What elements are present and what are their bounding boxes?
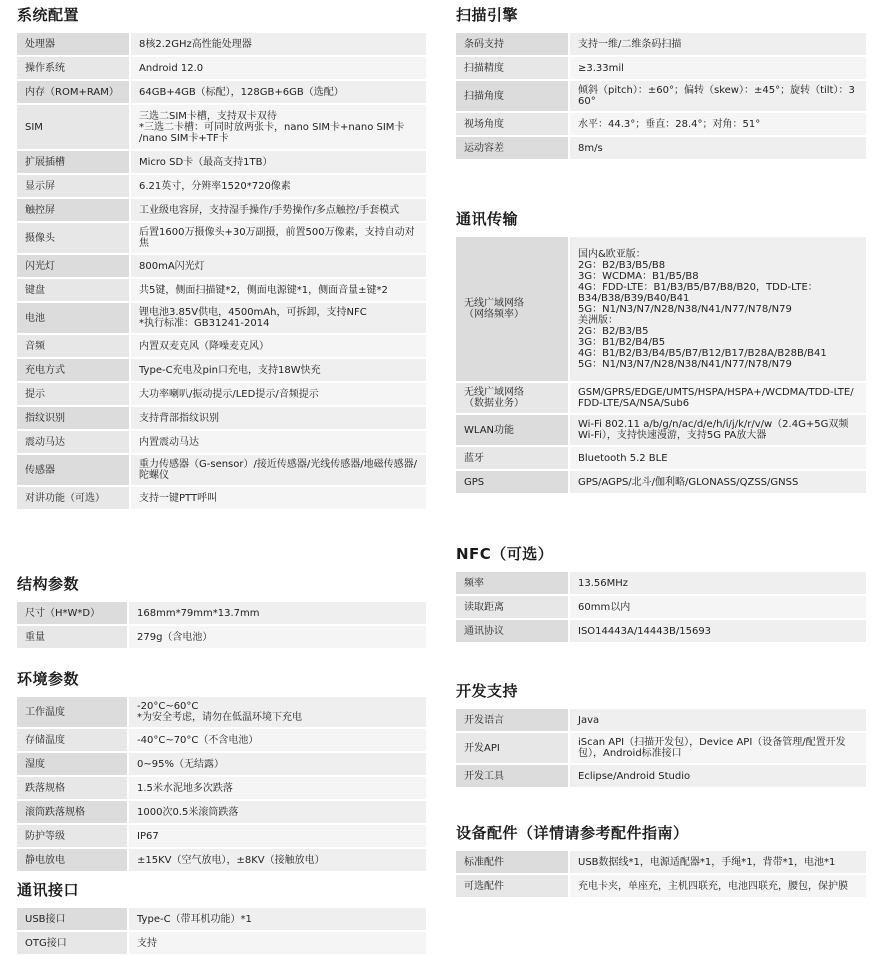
spec-value: IP67: [129, 825, 426, 847]
section-title: 结构参数: [17, 575, 80, 593]
spec-row: [456, 447, 866, 469]
spec-value: 800mA闪光灯: [131, 255, 426, 277]
section-title: 系统配置: [17, 6, 80, 24]
spec-value: 168mm*79mm*13.7mm: [129, 602, 426, 624]
spec-value: USB数据线*1，电源适配器*1，手绳*1，背带*1，电池*1: [570, 851, 866, 873]
spec-key: 读取距离: [456, 596, 570, 618]
spec-value: 64GB+4GB（标配），128GB+6GB（选配）: [131, 81, 426, 103]
section-title: 开发支持: [456, 682, 519, 700]
spec-row: [17, 729, 426, 751]
section-title: 扫描引擎: [456, 6, 519, 24]
spec-row: [17, 223, 426, 253]
section-title: NFC（可选）: [456, 545, 554, 563]
spec-row: [17, 697, 426, 727]
spec-row: [17, 431, 426, 453]
spec-row: [456, 471, 866, 493]
spec-row: [456, 765, 866, 787]
spec-table: [456, 235, 866, 495]
spec-key: 可选配件: [456, 875, 570, 897]
section-accessories: [456, 823, 866, 899]
spec-key: 处理器: [17, 33, 131, 55]
spec-key: 滚筒跌落规格: [17, 801, 129, 823]
spec-row: [17, 383, 426, 405]
spec-row: [456, 237, 866, 381]
spec-key: 开发语言: [456, 709, 570, 731]
spec-table: [456, 849, 866, 899]
spec-key: 存储温度: [17, 729, 129, 751]
spec-table: [456, 31, 866, 161]
spec-value: GPS/AGPS/北斗/伽利略/GLONASS/QZSS/GNSS: [570, 471, 866, 493]
spec-value: 支持: [129, 932, 426, 954]
spec-value: 13.56MHz: [570, 572, 866, 594]
spec-key: 视场角度: [456, 113, 570, 135]
spec-row: [456, 875, 866, 897]
spec-key: 跌落规格: [17, 777, 129, 799]
spec-value: -20°C~60°C *为安全考虑，请勿在低温环境下充电: [129, 697, 426, 727]
spec-value: GSM/GPRS/EDGE/UMTS/HSPA/HSPA+/WCDMA/TDD-LTE/FDD-LTE/SA/NSA/Sub6: [570, 383, 866, 413]
spec-row: [456, 596, 866, 618]
spec-row: [17, 932, 426, 954]
spec-key: 操作系统: [17, 57, 131, 79]
spec-row: [17, 57, 426, 79]
spec-value: ISO14443A/14443B/15693: [570, 620, 866, 642]
spec-value: 支持一键PTT呼叫: [131, 487, 426, 509]
spec-key: 静电放电: [17, 849, 129, 871]
spec-value: iScan API（扫描开发包），Device API（设备管理/配置开发包），Android标准接口: [570, 733, 866, 763]
spec-row: [17, 33, 426, 55]
spec-value: Android 12.0: [131, 57, 426, 79]
section-structure: [17, 574, 426, 650]
spec-row: [17, 801, 426, 823]
spec-row: [17, 626, 426, 648]
spec-key: 扫描精度: [456, 57, 570, 79]
spec-row: [17, 777, 426, 799]
spec-key: 防护等级: [17, 825, 129, 847]
spec-value: 内置双麦克风（降噪麦克风）: [131, 335, 426, 357]
spec-row: [456, 709, 866, 731]
spec-row: [456, 113, 866, 135]
spec-value: 大功率喇叭/振动提示/LED提示/音频提示: [131, 383, 426, 405]
spec-value: Java: [570, 709, 866, 731]
spec-key: 音频: [17, 335, 131, 357]
section-nfc: [456, 544, 866, 644]
spec-value: 后置1600万摄像头+30万副摄，前置500万像素，支持自动对焦: [131, 223, 426, 253]
spec-key: 摄像头: [17, 223, 131, 253]
spec-table: [456, 707, 866, 789]
spec-key: 对讲功能（可选）: [17, 487, 131, 509]
spec-row: [17, 175, 426, 197]
spec-row: [17, 908, 426, 930]
spec-value: 8核2.2GHz高性能处理器: [131, 33, 426, 55]
spec-key: 闪光灯: [17, 255, 131, 277]
spec-key: USB接口: [17, 908, 129, 930]
spec-row: [17, 335, 426, 357]
section-scan: [456, 5, 866, 161]
section-title: 设备配件（详情请参考配件指南）: [456, 824, 689, 842]
spec-key: 无线广域网络 （数据业务）: [456, 383, 570, 413]
spec-key: 条码支持: [456, 33, 570, 55]
spec-key: WLAN功能: [456, 415, 570, 445]
spec-key: 无线广域网络 （网络频率）: [456, 237, 570, 381]
spec-row: [17, 825, 426, 847]
spec-key: 开发API: [456, 733, 570, 763]
spec-key: 充电方式: [17, 359, 131, 381]
section-title: 环境参数: [17, 670, 80, 688]
spec-value: 国内&欧亚版： 2G：B2/B3/B5/B8 3G：WCDMA：B1/B5/B8 4G：FDD-LTE：B1/B3/B5/B7/B8/B20，TDD-LTE： B34/B38/B39/B40/B41 5G：N1/N3/N7/N28/N38/N41/N77/N78/N79 美洲版： 2G：B2/B3/B5 3G：B1/B2/B4/B5 4G：B1/B2/B3/B4/B5/B7/B12/B17/B28A/B28B/B41 5G：N1/N3/N7/N28/N38/N41/N77/N78/N79: [570, 237, 866, 381]
spec-value: 60mm以内: [570, 596, 866, 618]
spec-row: [17, 105, 426, 149]
section-title: 通讯接口: [17, 881, 80, 899]
spec-key: 指纹识别: [17, 407, 131, 429]
spec-key: 通讯协议: [456, 620, 570, 642]
spec-row: [17, 303, 426, 333]
spec-row: [456, 81, 866, 111]
spec-row: [456, 572, 866, 594]
spec-value: 279g（含电池）: [129, 626, 426, 648]
spec-key: 尺寸（H*W*D）: [17, 602, 129, 624]
spec-key: 扩展插槽: [17, 151, 131, 173]
spec-row: [17, 151, 426, 173]
spec-key: 蓝牙: [456, 447, 570, 469]
spec-value: Eclipse/Android Studio: [570, 765, 866, 787]
section-interface: [17, 880, 426, 956]
spec-value: 充电卡夹，单座充，主机四联充，电池四联充，腰包，保护膜: [570, 875, 866, 897]
spec-row: [17, 753, 426, 775]
spec-key: 内存（ROM+RAM）: [17, 81, 131, 103]
spec-table: [17, 906, 426, 956]
spec-key: 频率: [456, 572, 570, 594]
spec-value: 支持一维/二维条码扫描: [570, 33, 866, 55]
section-dev: [456, 681, 866, 789]
spec-key: 电池: [17, 303, 131, 333]
spec-key: 键盘: [17, 279, 131, 301]
spec-value: 共5键，侧面扫描键*2，侧面电源键*1，侧面音量±键*2: [131, 279, 426, 301]
spec-value: ±15KV（空气放电），±8KV（接触放电）: [129, 849, 426, 871]
spec-value: 三选二SIM卡槽，支持双卡双待 *三选二卡槽：可同时放两张卡，nano SIM卡+nano SIM卡 /nano SIM卡+TF卡: [131, 105, 426, 149]
spec-key: GPS: [456, 471, 570, 493]
spec-row: [17, 407, 426, 429]
spec-value: 内置震动马达: [131, 431, 426, 453]
spec-row: [17, 849, 426, 871]
spec-value: 1.5米水泥地多次跌落: [129, 777, 426, 799]
section-system: [17, 5, 426, 511]
spec-table: [456, 570, 866, 644]
spec-key: 提示: [17, 383, 131, 405]
spec-key: 震动马达: [17, 431, 131, 453]
spec-table: [17, 31, 426, 511]
spec-key: 工作温度: [17, 697, 129, 727]
section-comm: [456, 209, 866, 495]
spec-key: SIM: [17, 105, 131, 149]
spec-row: [456, 620, 866, 642]
spec-value: Type-C充电及pin口充电，支持18W快充: [131, 359, 426, 381]
spec-row: [456, 137, 866, 159]
spec-value: 6.21英寸，分辨率1520*720像素: [131, 175, 426, 197]
spec-key: OTG接口: [17, 932, 129, 954]
spec-row: [456, 733, 866, 763]
spec-row: [456, 415, 866, 445]
spec-row: [456, 851, 866, 873]
spec-value: Wi-Fi 802.11 a/b/g/n/ac/d/e/h/i/j/k/r/v/w（2.4G+5G双频Wi-Fi），支持快速漫游，支持5G PA放大器: [570, 415, 866, 445]
spec-row: [17, 359, 426, 381]
spec-value: 锂电池3.85V供电，4500mAh，可拆卸，支持NFC *执行标准：GB31241-2014: [131, 303, 426, 333]
spec-key: 重量: [17, 626, 129, 648]
spec-value: Micro SD卡（最高支持1TB）: [131, 151, 426, 173]
spec-value: 重力传感器（G-sensor）/接近传感器/光线传感器/地磁传感器/陀螺仪: [131, 455, 426, 485]
spec-value: Type-C（带耳机功能）*1: [129, 908, 426, 930]
spec-value: Bluetooth 5.2 BLE: [570, 447, 866, 469]
spec-row: [17, 487, 426, 509]
spec-value: 水平：44.3°；垂直：28.4°；对角：51°: [570, 113, 866, 135]
spec-key: 标准配件: [456, 851, 570, 873]
spec-value: 8m/s: [570, 137, 866, 159]
spec-row: [17, 81, 426, 103]
spec-value: 倾斜（pitch）：±60°；偏转（skew）：±45°；旋转（tilt）：360°: [570, 81, 866, 111]
spec-row: [17, 455, 426, 485]
spec-row: [456, 33, 866, 55]
spec-key: 扫描角度: [456, 81, 570, 111]
spec-key: 显示屏: [17, 175, 131, 197]
spec-row: [456, 57, 866, 79]
spec-row: [17, 199, 426, 221]
spec-key: 湿度: [17, 753, 129, 775]
spec-value: ≥3.33mil: [570, 57, 866, 79]
spec-value: 支持背部指纹识别: [131, 407, 426, 429]
spec-row: [17, 255, 426, 277]
section-title: 通讯传输: [456, 210, 519, 228]
spec-row: [17, 279, 426, 301]
section-environment: [17, 669, 426, 873]
spec-value: 工业级电容屏，支持湿手操作/手势操作/多点触控/手套模式: [131, 199, 426, 221]
spec-key: 触控屏: [17, 199, 131, 221]
spec-table: [17, 600, 426, 650]
spec-row: [17, 602, 426, 624]
spec-key: 开发工具: [456, 765, 570, 787]
spec-key: 传感器: [17, 455, 131, 485]
spec-row: [456, 383, 866, 413]
spec-table: [17, 695, 426, 873]
spec-key: 运动容差: [456, 137, 570, 159]
spec-value: -40°C~70°C（不含电池）: [129, 729, 426, 751]
spec-value: 0~95%（无结露）: [129, 753, 426, 775]
spec-value: 1000次0.5米滚筒跌落: [129, 801, 426, 823]
